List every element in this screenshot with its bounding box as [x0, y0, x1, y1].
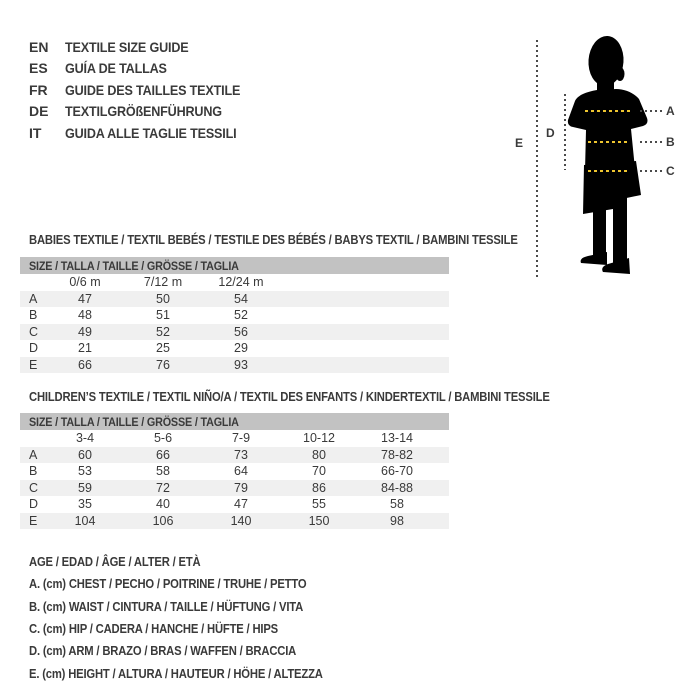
legend-waist: B. (cm) WAIST / CINTURA / TAILLE / HÜFTUNG / VITA — [29, 599, 304, 614]
measurement-legend — [29, 551, 355, 685]
waist-measure-line — [588, 141, 629, 143]
size-header-label: SIZE / TALLA / TAILLE / GRÖSSE / TAGLIA — [29, 414, 239, 429]
chest-leader-line — [640, 110, 663, 112]
children-section-title: CHILDREN’S TEXTILE / TEXTIL NIÑO/A / TEXTIL DES ENFANTS / KINDERTEXTIL / BAMBINI TESSILE — [29, 390, 550, 404]
lang-title: GUÍA DE TALLAS — [65, 60, 167, 77]
children-column-header — [20, 430, 449, 447]
col-7-9: 7-9 — [231, 431, 251, 446]
table-row: B 48 51 52 — [29, 308, 248, 323]
table-row: C 49 52 56 — [20, 324, 449, 341]
legend-arm: D. (cm) ARM / BRAZO / BRAS / WAFFEN / BRACCIA — [29, 644, 297, 659]
table-row: A 60 66 73 80 78-82 — [20, 447, 449, 464]
size-header-label: SIZE / TALLA / TAILLE / GRÖSSE / TAGLIA — [29, 258, 239, 273]
col-12-24m: 12/24 m — [218, 275, 264, 290]
chest-measure-line — [585, 110, 633, 112]
children-size-table — [20, 413, 449, 529]
lang-code: DE — [29, 103, 49, 120]
lang-row-en — [29, 36, 260, 58]
lang-title: GUIDA ALLE TAGLIE TESSILI — [65, 124, 237, 141]
lang-row-es — [29, 58, 260, 80]
lang-row-it — [29, 122, 260, 144]
legend-age: AGE / EDAD / ÂGE / ALTER / ETÀ — [29, 555, 201, 570]
child-silhouette-icon — [560, 25, 680, 285]
waist-leader-line — [640, 141, 663, 143]
language-title-list — [29, 36, 260, 144]
table-row: E 66 76 93 — [20, 357, 449, 374]
col-13-14: 13-14 — [381, 431, 413, 446]
lang-title: GUIDE DES TAILLES TEXTILE — [65, 81, 241, 98]
legend-hip: C. (cm) HIP / CADERA / HANCHE / HÜFTE / HIPS — [29, 622, 278, 637]
lang-code: IT — [29, 124, 42, 141]
table-row: D 21 25 29 — [29, 341, 248, 356]
hip-leader-line — [640, 170, 663, 172]
label-height-e: E — [515, 136, 524, 150]
table-row: E 104 106 140 150 98 — [20, 513, 449, 530]
babies-column-header — [20, 274, 449, 291]
legend-chest: A. (cm) CHEST / PECHO / POITRINE / TRUHE / PETTO — [29, 577, 307, 592]
label-hip-c: C — [666, 164, 675, 178]
table-row: D 35 40 47 55 58 — [29, 497, 404, 512]
lang-code: EN — [29, 38, 49, 55]
table-row: C 59 72 79 86 84-88 — [20, 480, 449, 497]
table-row: B 53 58 64 70 66-70 — [29, 464, 413, 479]
table-row: A 47 50 54 — [20, 291, 449, 308]
col-10-12: 10-12 — [303, 431, 335, 446]
children-size-header-bar — [20, 413, 449, 430]
lang-title: TEXTILE SIZE GUIDE — [65, 38, 189, 55]
babies-section-title: BABIES TEXTILE / TEXTIL BEBÉS / TESTILE DES BÉBÉS / BABYS TEXTIL / BAMBINI TESSILE — [29, 233, 518, 247]
lang-title: TEXTILGRÖßENFÜHRUNG — [65, 103, 222, 120]
label-chest-a: A — [666, 104, 675, 118]
col-3-4: 3-4 — [75, 431, 95, 446]
label-waist-b: B — [666, 135, 675, 149]
arm-measure-line — [564, 94, 566, 170]
hip-measure-line — [588, 170, 629, 172]
lang-code: FR — [29, 81, 48, 98]
lang-code: ES — [29, 60, 48, 77]
col-7-12m: 7/12 m — [143, 275, 183, 290]
lang-row-fr — [29, 79, 260, 101]
label-arm-d: D — [546, 126, 555, 140]
babies-size-table — [20, 257, 449, 373]
legend-height: E. (cm) HEIGHT / ALTURA / HAUTEUR / HÖHE / ALTEZZA — [29, 666, 323, 681]
col-0-6m: 0/6 m — [69, 275, 101, 290]
height-measure-line — [536, 40, 538, 277]
babies-size-header-bar — [20, 257, 449, 274]
lang-row-de — [29, 101, 260, 123]
col-5-6: 5-6 — [153, 431, 173, 446]
